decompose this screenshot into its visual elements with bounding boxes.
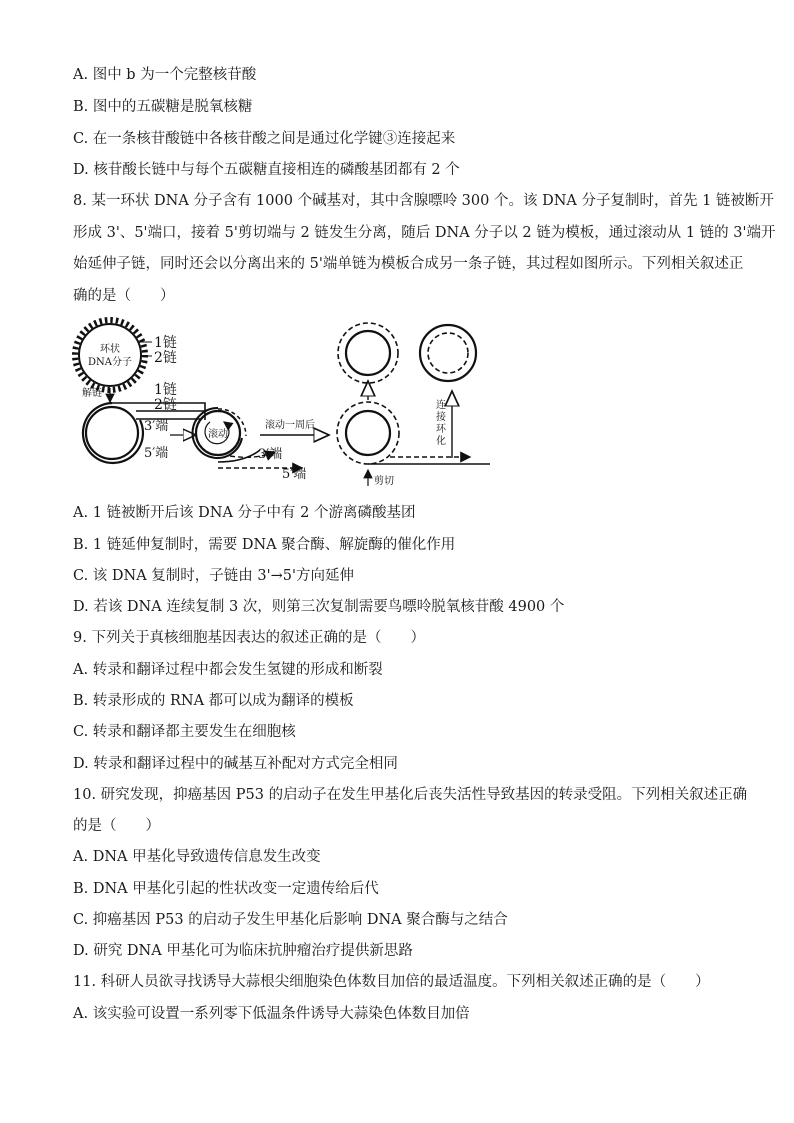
end5-label: 5′端 xyxy=(144,446,169,461)
q7-option-c: C. 在一条核苷酸链中各核苷酸之间是通过化学键③连接起来 xyxy=(73,131,456,147)
daughter-circle-right xyxy=(420,325,476,381)
rolling-label: 滚动 xyxy=(208,429,228,440)
end3-label-2: 3′端 xyxy=(258,447,283,462)
rolling-circle-replication-figure xyxy=(70,310,510,490)
q11-stem: 11. 科研人员欲寻找诱导大蒜根尖细胞染色体数目加倍的最适温度。下列相关叙述正确的是（ ） xyxy=(73,974,710,990)
rolling-circle xyxy=(193,408,302,468)
strand1-label-2: 1链 xyxy=(154,382,177,398)
q8-stem-line: 8. 某一环状 DNA 分子含有 1000 个碱基对，其中含腺嘌呤 300 个。该 DNA 分子复制时，首先 1 链被断开 xyxy=(73,193,774,209)
unwind-label: 解链 xyxy=(82,388,102,399)
end5-label-2: 5′端 xyxy=(282,467,307,482)
q10-option-d: D. 研究 DNA 甲基化可为临床抗肿瘤治疗提供新思路 xyxy=(73,943,413,959)
circular-dna xyxy=(75,320,145,390)
strand1-label: 1链 xyxy=(154,335,177,351)
q10-stem-line: 的是（ ） xyxy=(73,818,160,834)
connect-ring-char: 环 xyxy=(436,424,446,435)
connect-ring-char: 化 xyxy=(436,436,446,447)
q8-option-d: D. 若该 DNA 连续复制 3 次，则第三次复制需要鸟嘌呤脱氧核苷酸 4900 个 xyxy=(73,599,565,615)
q7-option-a: A. 图中 b 为一个完整核苷酸 xyxy=(73,67,257,83)
end3-label: 3′端 xyxy=(144,419,169,434)
q9-option-a: A. 转录和翻译过程中都会发生氢键的形成和断裂 xyxy=(73,662,383,678)
q8-stem-line: 确的是（ ） xyxy=(73,288,175,304)
q8-stem-line: 形成 3'、5'端口，接着 5'剪切端与 2 链发生分离，随后 DNA 分子以 2 链为模板，通过滚动从 1 链的 3'端开 xyxy=(73,225,776,241)
one-turn-label: 滚动一周后 xyxy=(265,420,315,431)
daughter-circle-left xyxy=(338,323,398,383)
strand2-label: 2链 xyxy=(154,350,177,366)
q9-option-c: C. 转录和翻译都主要发生在细胞核 xyxy=(73,724,296,740)
q9-option-d: D. 转录和翻译过程中的碱基互补配对方式完全相同 xyxy=(73,756,398,772)
connect-ring-char: 接 xyxy=(436,412,446,423)
q7-option-b: B. 图中的五碳糖是脱氧核糖 xyxy=(73,99,253,115)
q8-option-c: C. 该 DNA 复制时，子链由 3'→5'方向延伸 xyxy=(73,568,354,584)
q10-stem-line: 10. 研究发现，抑癌基因 P53 的启动子在发生甲基化后丧失活性导致基因的转录受阻。下列相关叙述正确 xyxy=(73,787,748,803)
replicated-circle xyxy=(337,402,490,486)
q9-option-b: B. 转录形成的 RNA 都可以成为翻译的模板 xyxy=(73,693,354,709)
q9-stem: 9. 下列关于真核细胞基因表达的叙述正确的是（ ） xyxy=(73,630,425,646)
q10-option-b: B. DNA 甲基化引起的性状改变一定遗传给后代 xyxy=(73,881,379,897)
ring-label-1: 环状 xyxy=(100,344,120,355)
q10-option-c: C. 抑癌基因 P53 的启动子发生甲基化后影响 DNA 聚合酶与之结合 xyxy=(73,912,508,928)
ring-label-2: DNA分子 xyxy=(88,357,132,368)
q7-option-d: D. 核苷酸长链中与每个五碳糖直接相连的磷酸基团都有 2 个 xyxy=(73,162,460,178)
q8-stem-line: 始延伸子链，同时还会以分离出来的 5'端单链为模板合成另一条子链，其过程如图所示。下列相关叙述正 xyxy=(73,256,744,272)
connect-ring-char: 连 xyxy=(436,400,446,411)
q8-option-a: A. 1 链被断开后该 DNA 分子中有 2 个游离磷酸基团 xyxy=(73,505,416,521)
q10-option-a: A. DNA 甲基化导致遗传信息发生改变 xyxy=(73,849,321,865)
strand2-label-2: 2链 xyxy=(154,397,177,413)
cut-label: 剪切 xyxy=(374,476,394,487)
q11-option-a: A. 该实验可设置一系列零下低温条件诱导大蒜染色体数目加倍 xyxy=(73,1006,470,1022)
q8-option-b: B. 1 链延伸复制时，需要 DNA 聚合酶、解旋酶的催化作用 xyxy=(73,537,456,553)
